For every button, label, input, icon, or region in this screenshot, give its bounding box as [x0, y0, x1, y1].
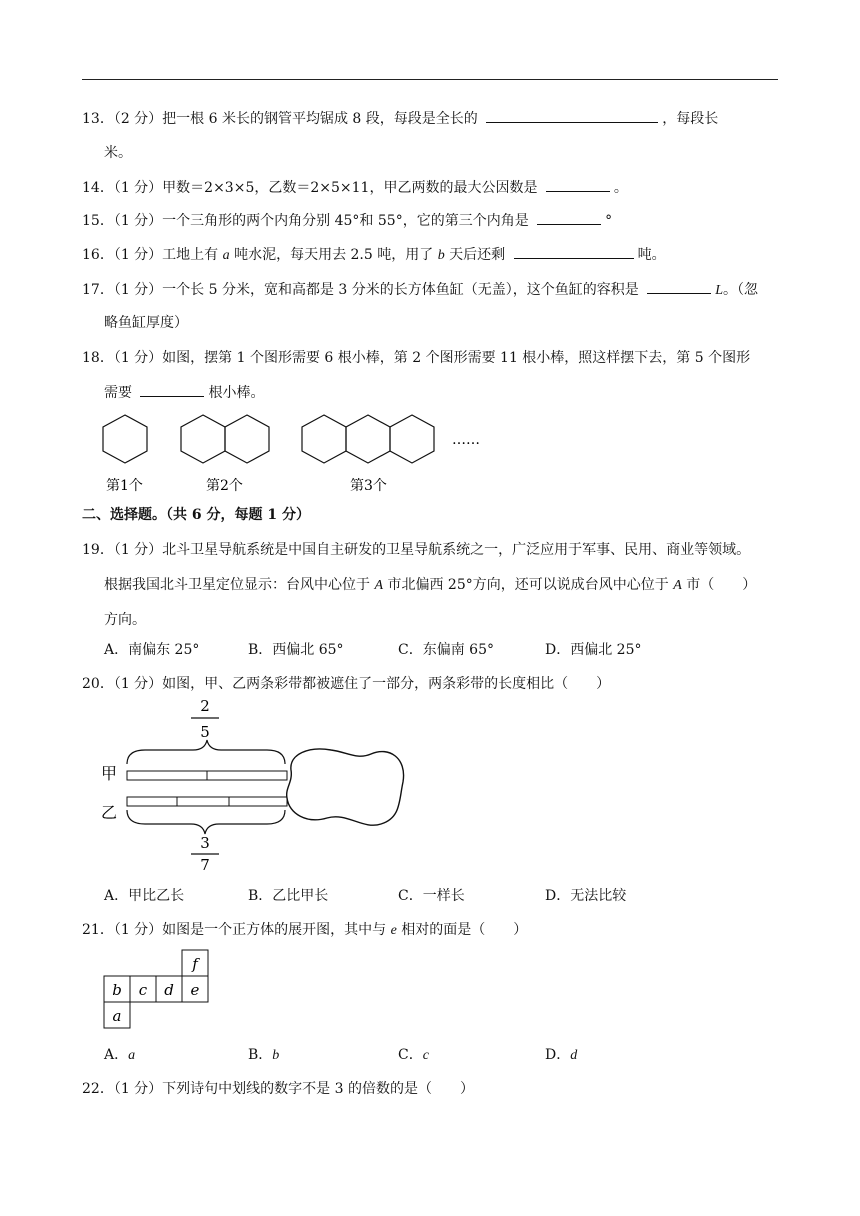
- option-21-a[interactable]: A．a: [104, 1047, 136, 1063]
- question-13: 13．（2 分）把一根 6 米长的钢管平均锯成 8 段，每段是全长的 ，每段长: [82, 108, 782, 129]
- question-20: 20．（1 分）如图，甲、乙两条彩带都被遮住了一部分，两条彩带的长度相比（ ）: [82, 676, 611, 692]
- hexagon-figure-3: [302, 415, 434, 463]
- answer-blank-17[interactable]: [647, 279, 711, 294]
- option-20-c[interactable]: C．一样长: [398, 888, 465, 904]
- face-label-d: d: [164, 981, 174, 999]
- question-19: 19．（1 分）北斗卫星导航系统是中国自主研发的卫星导航系统之一，广泛应用于军事、民用、商业等领域。: [82, 542, 751, 558]
- label-jia: 甲: [101, 764, 118, 783]
- face-label-e: e: [190, 981, 200, 999]
- figure-label-2: 第2个: [206, 478, 243, 494]
- question-18: 18．（1 分）如图，摆第 1 个图形需要 6 根小棒，第 2 个图形需要 11 根小棒，照这样摆下去，第 5 个图形: [82, 350, 751, 366]
- ribbon-comparison-figure: [95, 694, 415, 870]
- option-21-d[interactable]: D．d: [545, 1047, 578, 1063]
- face-label-b: b: [112, 981, 122, 999]
- header-rule: [82, 79, 778, 80]
- question-18-continued: 需要 根小棒。: [104, 382, 804, 403]
- question-17: 17．（1 分）一个长 5 分米，宽和高都是 3 分米的长方体鱼缸（无盖），这个鱼缸的容积是 L。（忽: [82, 279, 782, 301]
- ellipsis: ……: [452, 432, 480, 448]
- figure-label-1: 第1个: [106, 478, 143, 494]
- cover-blob: [287, 749, 404, 825]
- figure-label-3: 第3个: [350, 478, 387, 494]
- fraction-bottom-numerator: 3: [200, 834, 210, 852]
- hexagon-figure-1: [103, 415, 147, 463]
- question-13-continued: 米。: [104, 145, 132, 161]
- question-19-line3: 方向。: [104, 612, 146, 628]
- option-20-b[interactable]: B．乙比甲长: [248, 888, 329, 904]
- cube-net-figure: [100, 948, 212, 1034]
- answer-blank-14[interactable]: [546, 177, 610, 192]
- face-label-c: c: [138, 981, 148, 999]
- face-label-a: a: [112, 1007, 122, 1025]
- question-22: 22．（1 分）下列诗句中划线的数字不是 3 的倍数的是（ ）: [82, 1081, 474, 1097]
- option-19-d[interactable]: D．西偏北 25°: [545, 642, 642, 658]
- answer-blank-15[interactable]: [537, 210, 601, 225]
- option-21-b[interactable]: B．b: [248, 1047, 280, 1063]
- label-yi: 乙: [101, 803, 118, 822]
- answer-blank-13[interactable]: [486, 108, 658, 123]
- option-19-c[interactable]: C．东偏南 65°: [398, 642, 494, 658]
- brace-bottom: [127, 810, 285, 834]
- option-20-a[interactable]: A．甲比乙长: [104, 888, 185, 904]
- question-15: 15．（1 分）一个三角形的两个内角分别 45°和 55°，它的第三个内角是 °: [82, 210, 782, 231]
- face-label-f: f: [192, 955, 198, 973]
- answer-blank-16[interactable]: [514, 244, 634, 259]
- question-21: 21．（1 分）如图是一个正方体的展开图，其中与 e 相对的面是（ ）: [82, 922, 528, 938]
- brace-top: [127, 740, 285, 764]
- option-19-b[interactable]: B．西偏北 65°: [248, 642, 344, 658]
- question-16: 16．（1 分）工地上有 a 吨水泥，每天用去 2.5 吨，用了 b 天后还剩 吨。: [82, 244, 782, 266]
- option-19-a[interactable]: A．南偏东 25°: [104, 642, 200, 658]
- question-14: 14．（1 分）甲数＝2×3×5，乙数＝2×5×11，甲乙两数的最大公因数是 。: [82, 177, 782, 198]
- fraction-top-denominator: 5: [200, 723, 210, 741]
- question-19-line2: 根据我国北斗卫星定位显示：台风中心位于 A 市北偏西 25°方向，还可以说成台风中心位于 A 市（ ）: [104, 577, 757, 593]
- fraction-bottom-denominator: 7: [200, 856, 210, 870]
- option-20-d[interactable]: D．无法比较: [545, 888, 627, 904]
- section-title-choice: 二、选择题。（共 6 分，每题 1 分）: [82, 507, 310, 523]
- answer-blank-18[interactable]: [140, 382, 204, 397]
- fraction-top-numerator: 2: [200, 697, 210, 715]
- hexagon-figure-2: [181, 415, 269, 463]
- question-17-continued: 略鱼缸厚度）: [104, 315, 188, 331]
- ribbon-yi: [127, 797, 287, 806]
- option-21-c[interactable]: C．c: [398, 1047, 429, 1063]
- hexagon-pattern-figure: [90, 408, 510, 500]
